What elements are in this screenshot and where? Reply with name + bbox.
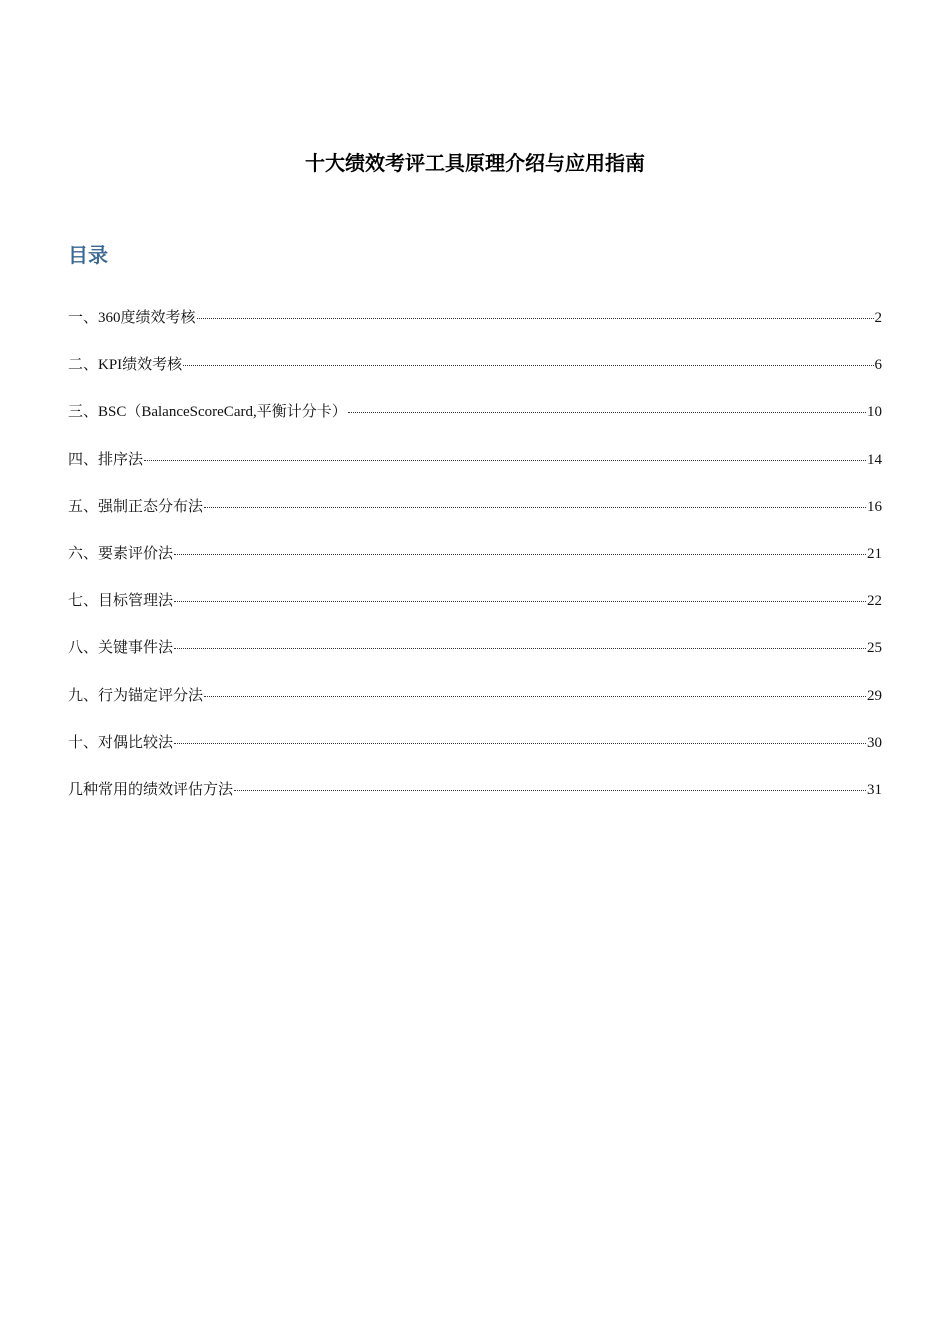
dot-leader xyxy=(174,554,866,555)
toc-entry-forced-distribution[interactable] xyxy=(68,492,882,539)
toc-entry-label: 九、行为锚定评分法 xyxy=(68,687,204,704)
dot-leader xyxy=(348,412,866,413)
toc-entry-label: 八、关键事件法 xyxy=(68,640,174,657)
dot-leader xyxy=(174,743,866,744)
dot-leader xyxy=(204,507,866,508)
toc-entry-page: 16 xyxy=(867,498,882,515)
toc-entry-label: 十、对偶比较法 xyxy=(68,734,174,751)
toc-entry-page: 25 xyxy=(867,640,882,657)
toc-entry-page: 6 xyxy=(874,357,882,374)
toc-entry-page: 22 xyxy=(867,593,882,610)
toc-heading: 目录 xyxy=(68,243,108,267)
dot-leader xyxy=(204,696,866,697)
toc-entry-bsc[interactable] xyxy=(68,397,882,444)
toc-entry-ranking[interactable] xyxy=(68,445,882,492)
toc-entry-common-methods[interactable] xyxy=(68,775,882,822)
toc-entry-label: 五、强制正态分布法 xyxy=(68,498,204,515)
toc-entry-bars[interactable] xyxy=(68,681,882,728)
toc-entry-label: 一、360度绩效考核 xyxy=(68,310,196,326)
toc-entry-page: 2 xyxy=(874,310,882,326)
toc-entry-critical-incident[interactable] xyxy=(68,633,882,680)
dot-leader xyxy=(144,460,866,461)
toc-entry-label: 三、BSC（BalanceScoreCard,平衡计分卡） xyxy=(68,404,347,421)
toc-entry-paired-comparison[interactable] xyxy=(68,728,882,775)
toc-entry-360[interactable] xyxy=(68,303,882,350)
dot-leader xyxy=(174,601,866,602)
toc-entry-kpi[interactable] xyxy=(68,350,882,397)
dot-leader xyxy=(234,790,866,791)
toc-entry-page: 21 xyxy=(867,545,882,562)
table-of-contents xyxy=(68,303,882,822)
toc-entry-label: 四、排序法 xyxy=(68,451,144,468)
document-title: 十大绩效考评工具原理介绍与应用指南 xyxy=(305,151,645,175)
toc-entry-page: 31 xyxy=(867,781,882,798)
toc-entry-page: 14 xyxy=(867,451,882,468)
toc-entry-page: 30 xyxy=(867,734,882,751)
toc-entry-factor-evaluation[interactable] xyxy=(68,539,882,586)
toc-entry-label: 几种常用的绩效评估方法 xyxy=(68,781,234,798)
toc-entry-label: 二、KPI绩效考核 xyxy=(68,357,183,374)
toc-entry-label: 七、目标管理法 xyxy=(68,593,174,610)
toc-entry-mbo[interactable] xyxy=(68,586,882,633)
dot-leader xyxy=(183,365,873,366)
dot-leader xyxy=(197,318,874,319)
dot-leader xyxy=(174,648,866,649)
toc-entry-page: 10 xyxy=(867,404,882,421)
toc-entry-page: 29 xyxy=(867,687,882,704)
toc-entry-label: 六、要素评价法 xyxy=(68,545,174,562)
